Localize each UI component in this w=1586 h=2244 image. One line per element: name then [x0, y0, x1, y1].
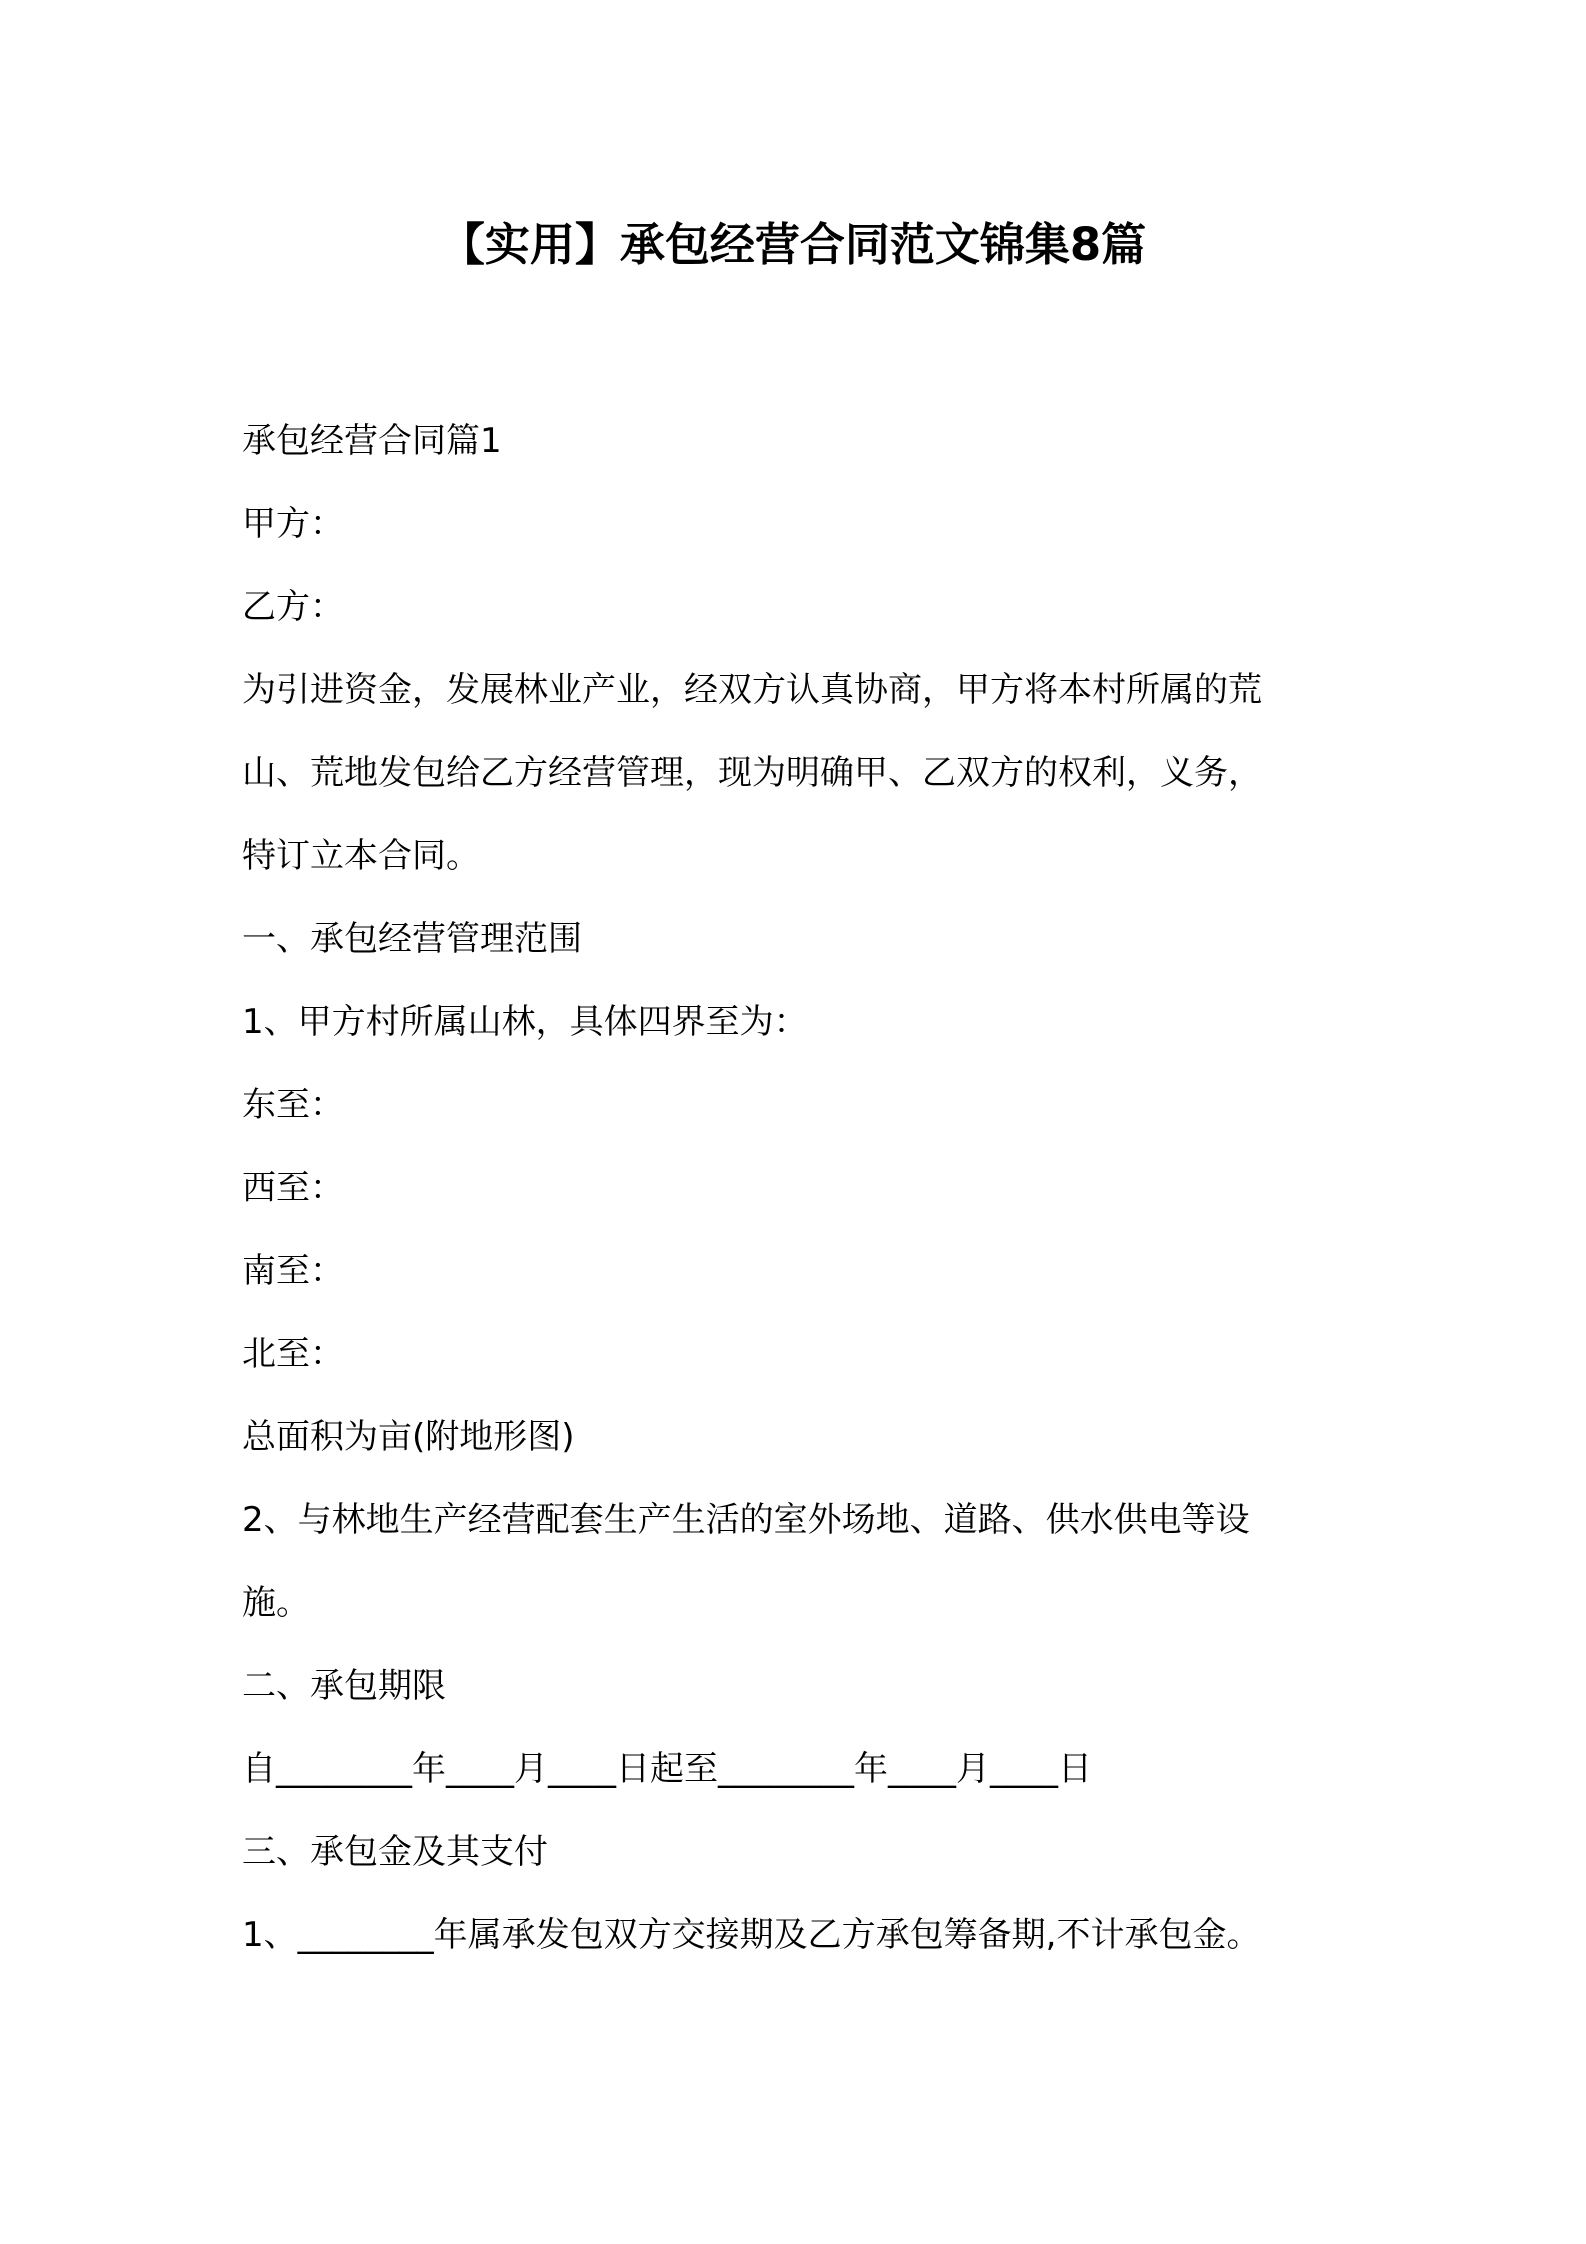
- party-b-line: 乙方：: [242, 587, 344, 627]
- paragraph-intro-line-3: 特订立本合同。: [242, 836, 480, 876]
- boundary-east: 东至：: [242, 1085, 344, 1125]
- scope-item-2-line-1: 2、与林地生产经营配套生产生活的室外场地、道路、供水供电等设: [242, 1500, 1250, 1540]
- total-area-line: 总面积为亩(附地形图): [242, 1417, 575, 1457]
- document-body: [242, 400, 1362, 1977]
- paragraph-intro-line-2: 山、荒地发包给乙方经营管理，现为明确甲、乙双方的权利，义务，: [242, 753, 1262, 793]
- boundary-south: 南至：: [242, 1251, 344, 1291]
- section-heading-contract-1: 承包经营合同篇1: [242, 421, 502, 461]
- term-dates-line: 自________年____月____日起至________年____月____日: [242, 1749, 1092, 1789]
- section-heading-term: 二、承包期限: [242, 1666, 446, 1706]
- paragraph-intro-line-1: 为引进资金，发展林业产业，经双方认真协商，甲方将本村所属的荒: [242, 670, 1262, 710]
- scope-item-1: 1、甲方村所属山林，具体四界至为：: [242, 1002, 808, 1042]
- boundary-west: 西至：: [242, 1168, 344, 1208]
- party-a-line: 甲方：: [242, 504, 344, 544]
- payment-item-1: 1、________年属承发包双方交接期及乙方承包筹备期,不计承包金。: [242, 1915, 1261, 1955]
- scope-item-2-line-2: 施。: [242, 1583, 310, 1623]
- boundary-north: 北至：: [242, 1334, 344, 1374]
- section-heading-payment: 三、承包金及其支付: [242, 1832, 548, 1872]
- document-title: 【实用】承包经营合同范文锦集8篇: [439, 218, 1147, 271]
- section-heading-scope: 一、承包经营管理范围: [242, 919, 582, 959]
